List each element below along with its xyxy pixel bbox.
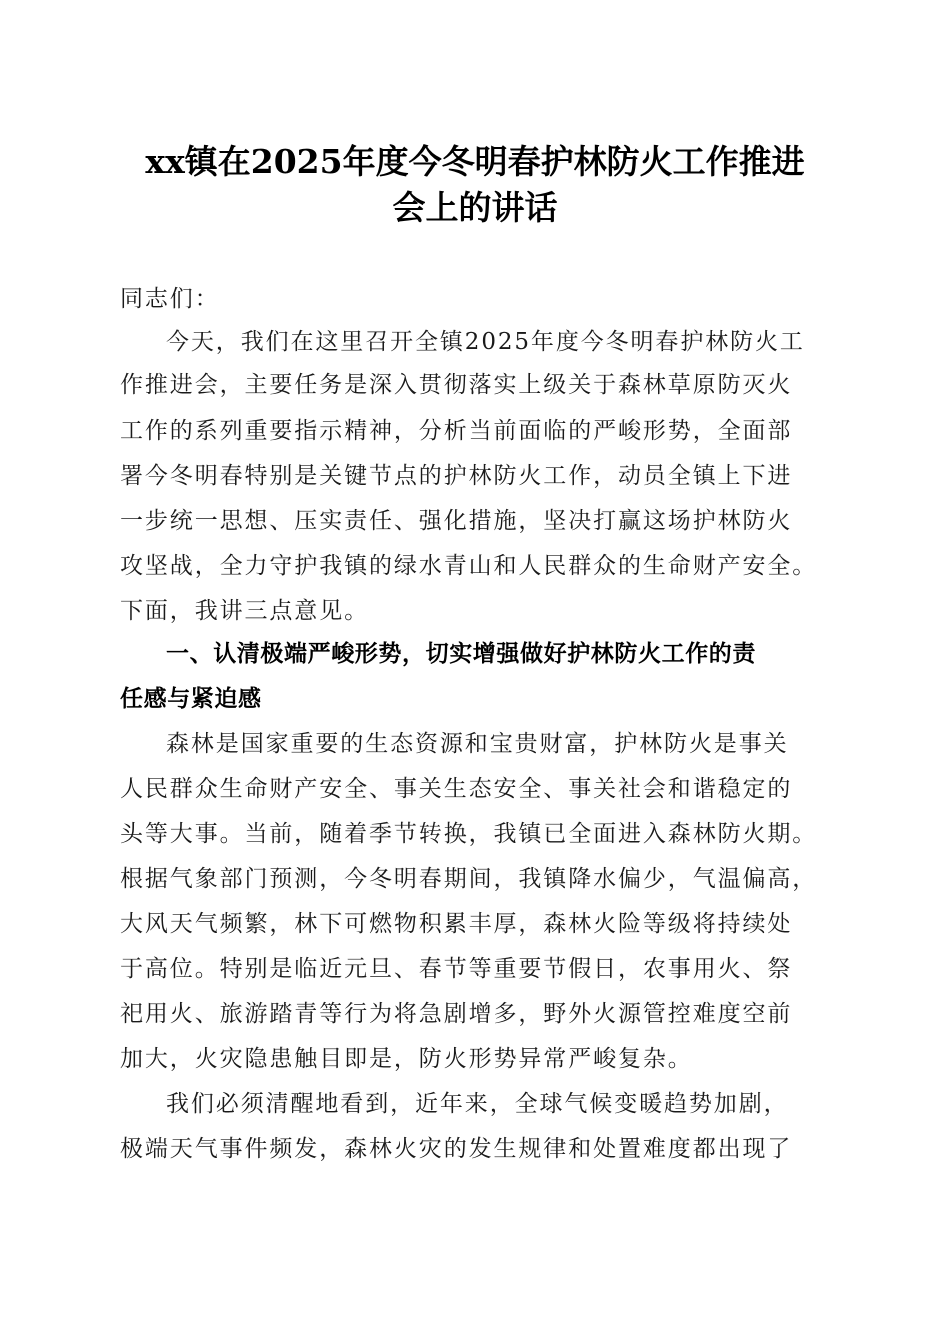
paragraph-1-line-4: 署今冬明春特别是关键节点的护林防火工作，动员全镇上下进 — [120, 463, 793, 489]
document-title-line-1: xx镇在2025年度今冬明春护林防火工作推进 — [145, 142, 805, 181]
paragraph-1-line-7: 下面，我讲三点意见。 — [120, 598, 369, 624]
section-heading-1-line-1: 一、认清极端严峻形势，切实增强做好护林防火工作的责 — [166, 641, 756, 667]
paragraph-1-line-3: 工作的系列重要指示精神，分析当前面临的严峻形势，全面部 — [120, 418, 793, 444]
paragraph-1-line-6: 攻坚战，全力守护我镇的绿水青山和人民群众的生命财产安全。 — [120, 553, 818, 579]
paragraph-1-line-1: 今天，我们在这里召开全镇2025年度今冬明春护林防火工 — [166, 329, 805, 355]
paragraph-1-line-2: 作推进会，主要任务是深入贯彻落实上级关于森林草原防灭火 — [120, 372, 793, 398]
document-title-line-2: 会上的讲话 — [392, 188, 558, 227]
paragraph-2-line-8: 加大，火灾隐患触目即是，防火形势异常严峻复杂。 — [120, 1046, 693, 1072]
paragraph-2-line-1: 森林是国家重要的生态资源和宝贵财富，护林防火是事关 — [166, 731, 789, 757]
salutation: 同志们： — [120, 286, 220, 312]
paragraph-2-line-7: 祀用火、旅游踏青等行为将急剧增多，野外火源管控难度空前 — [120, 1001, 793, 1027]
paragraph-1-line-5: 一步统一思想、压实责任、强化措施，坚决打赢这场护林防火 — [120, 508, 793, 534]
paragraph-3-line-2: 极端天气事件频发，森林火灾的发生规律和处置难度都出现了 — [120, 1136, 793, 1162]
paragraph-2-line-4: 根据气象部门预测，今冬明春期间，我镇降水偏少，气温偏高， — [120, 866, 818, 892]
paragraph-2-line-3: 头等大事。当前，随着季节转换，我镇已全面进入森林防火期。 — [120, 821, 818, 847]
paragraph-2-line-6: 于高位。特别是临近元旦、春节等重要节假日，农事用火、祭 — [120, 956, 793, 982]
paragraph-3-line-1: 我们必须清醒地看到，近年来，全球气候变暖趋势加剧， — [166, 1091, 789, 1117]
section-heading-1-line-2: 任感与紧迫感 — [120, 686, 262, 712]
paragraph-2-line-5: 大风天气频繁，林下可燃物积累丰厚，森林火险等级将持续处 — [120, 911, 793, 937]
paragraph-2-line-2: 人民群众生命财产安全、事关生态安全、事关社会和谐稳定的 — [120, 776, 793, 802]
